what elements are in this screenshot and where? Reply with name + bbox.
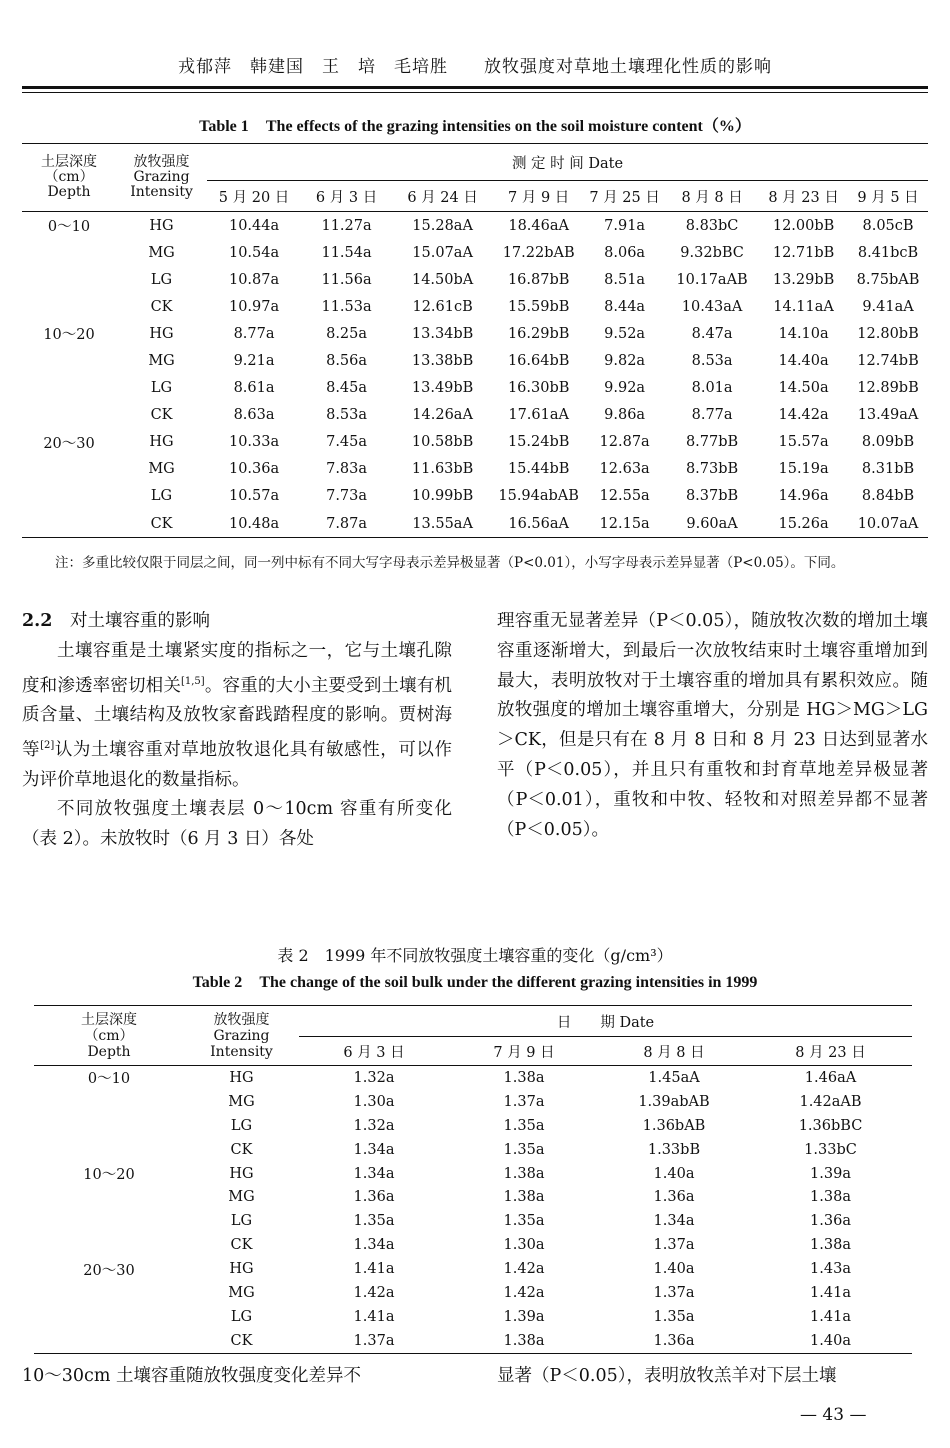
grazing-cell: HG xyxy=(149,434,174,451)
depth-cell xyxy=(22,375,116,402)
value-cell: 12.71bB xyxy=(772,244,835,261)
depth-cell xyxy=(22,239,116,266)
table-row xyxy=(34,1066,912,1090)
value-cell: 8.75bAB xyxy=(856,271,920,288)
table-row xyxy=(22,212,928,240)
header-rule-thin xyxy=(22,92,928,93)
value-cell: 1.41a xyxy=(810,1308,851,1325)
table-row xyxy=(22,510,928,538)
value-cell: 11.54a xyxy=(321,244,372,261)
value-cell: 16.64bB xyxy=(507,353,570,370)
table1-date-header: 7 月 25 日 xyxy=(584,181,665,212)
value-cell: 8.06a xyxy=(604,244,646,261)
value-cell: 1.35a xyxy=(653,1308,695,1325)
value-cell: 17.22bAB xyxy=(502,244,575,261)
value-cell: 1.36bAB xyxy=(642,1117,706,1134)
value-cell: 10.99bB xyxy=(411,488,474,505)
table2-date-header: 7 月 9 日 xyxy=(449,1037,599,1066)
depth-cell xyxy=(34,1138,184,1162)
value-cell: 1.41a xyxy=(353,1261,395,1278)
value-cell: 1.40a xyxy=(653,1165,695,1182)
table-row xyxy=(34,1305,912,1329)
value-cell: 8.63a xyxy=(233,407,275,424)
value-cell: 1.36a xyxy=(653,1332,695,1349)
table-row xyxy=(34,1138,912,1162)
value-cell: 10.36a xyxy=(228,461,280,478)
depth-cell xyxy=(22,347,116,374)
value-cell: 8.77a xyxy=(691,407,733,424)
table1-date-header: 6 月 24 日 xyxy=(392,181,493,212)
table1 xyxy=(22,143,928,538)
section-paragraph-1: 土壤容重是土壤紧实度的指标之一，它与土壤孔隙度和渗透率密切相关[1,5]。容重的大小主要受到土壤有机质含量、土壤结构及放牧家畜践踏程度的影响。贾树海等[2]认为土壤容重对草地放牧退化具有敏感性，可以作为评价草地退化的数量指标。 xyxy=(22,640,453,790)
depth-cell xyxy=(34,1114,184,1138)
value-cell: 12.80bB xyxy=(857,325,919,342)
value-cell: 7.45a xyxy=(326,434,368,451)
depth-cell xyxy=(22,510,116,538)
table2-date-header: 8 月 8 日 xyxy=(599,1037,749,1066)
value-cell: 13.49aA xyxy=(857,407,919,424)
table2 xyxy=(34,1005,912,1354)
value-cell: 1.35a xyxy=(503,1213,545,1230)
grazing-cell: CK xyxy=(230,1141,253,1158)
table1-date-header: 7 月 9 日 xyxy=(493,181,584,212)
value-cell: 16.29bB xyxy=(507,325,570,342)
value-cell: 12.00bB xyxy=(772,217,835,234)
value-cell: 1.34a xyxy=(353,1141,395,1158)
value-cell: 8.41bcB xyxy=(857,244,919,261)
grazing-cell: MG xyxy=(148,353,175,370)
value-cell: 14.11aA xyxy=(773,298,834,315)
table-row xyxy=(22,429,928,456)
table1-header-date-group: 测 定 时 间 Date xyxy=(207,144,928,181)
table1-caption xyxy=(0,113,950,136)
depth-cell xyxy=(22,266,116,293)
value-cell: 17.61aA xyxy=(508,407,569,424)
value-cell: 11.27a xyxy=(321,217,372,234)
value-cell: 13.55aA xyxy=(412,515,473,532)
depth-cell xyxy=(34,1209,184,1233)
depth-cell xyxy=(34,1090,184,1114)
value-cell: 15.26a xyxy=(778,515,829,532)
value-cell: 1.32a xyxy=(353,1117,395,1134)
value-cell: 14.40a xyxy=(778,353,829,370)
value-cell: 1.36bBC xyxy=(798,1117,863,1134)
grazing-cell: CK xyxy=(150,298,173,315)
section-heading: 2.2 对土壤容重的影响 xyxy=(22,611,210,631)
grazing-cell: LG xyxy=(150,488,173,505)
section-left-column xyxy=(22,607,452,855)
running-header: 戎郁萍 韩建国 王 培 毛培胜 放牧强度对草地土壤理化性质的影响 xyxy=(178,57,772,77)
value-cell: 12.15a xyxy=(599,515,650,532)
table2-header-date-group: 日 期 Date xyxy=(299,1006,912,1037)
table-row xyxy=(34,1209,912,1233)
value-cell: 8.61a xyxy=(233,380,275,397)
value-cell: 1.36a xyxy=(353,1189,395,1206)
value-cell: 13.34bB xyxy=(411,325,474,342)
grazing-cell: MG xyxy=(148,244,175,261)
table1-date-header: 6 月 3 日 xyxy=(301,181,392,212)
table-row xyxy=(22,402,928,429)
value-cell: 8.44a xyxy=(604,298,646,315)
depth-cell: 20～30 xyxy=(43,435,95,452)
table1-date-header: 8 月 8 日 xyxy=(665,181,759,212)
value-cell: 1.38a xyxy=(503,1165,545,1182)
value-cell: 1.42a xyxy=(503,1284,545,1301)
value-cell: 8.25a xyxy=(326,325,368,342)
value-cell: 7.91a xyxy=(604,217,646,234)
table-row xyxy=(34,1090,912,1114)
depth-cell: 0～10 xyxy=(47,219,91,236)
value-cell: 10.48a xyxy=(228,515,280,532)
value-cell: 16.87bB xyxy=(507,271,570,288)
grazing-cell: LG xyxy=(150,271,173,288)
value-cell: 8.05cB xyxy=(862,217,914,234)
value-cell: 1.38a xyxy=(503,1189,545,1206)
value-cell: 8.37bB xyxy=(685,488,739,505)
section-right-column: 理容重无显著差异（P＜0.05），随放牧次数的增加土壤容重逐渐增大，到最后一次放牧结束时土壤容重增加到最大，表明放牧对于土壤容重的增加具有累积效应。随放牧强度的增加土壤容重增大，分别是 HG＞MG＞LG＞CK，但是只有在 8 月 8 日和 8 月 23 日达到显著水平（P＜0.05），并且只有重牧和封育草地差异极显著（P＜0.01），重牧和中牧、轻牧和对照差异都不显著（P＜0.05）。 xyxy=(497,611,928,840)
value-cell: 7.83a xyxy=(326,461,368,478)
value-cell: 7.87a xyxy=(326,515,368,532)
value-cell: 1.32a xyxy=(353,1069,395,1086)
grazing-cell: CK xyxy=(150,515,173,532)
grazing-cell: CK xyxy=(230,1332,253,1349)
value-cell: 10.58bB xyxy=(411,434,474,451)
value-cell: 9.32bBC xyxy=(680,244,744,261)
depth-cell: 10～20 xyxy=(83,1167,135,1183)
value-cell: 8.09bB xyxy=(861,434,915,451)
value-cell: 14.10a xyxy=(778,325,829,342)
value-cell: 8.73bB xyxy=(685,461,739,478)
table-row xyxy=(22,266,928,293)
value-cell: 1.34a xyxy=(353,1237,395,1254)
grazing-cell: CK xyxy=(150,407,173,424)
table-row xyxy=(34,1185,912,1209)
value-cell: 14.50a xyxy=(778,380,829,397)
depth-cell xyxy=(22,483,116,510)
grazing-cell: CK xyxy=(230,1237,253,1254)
table2-header-depth: 土层深度 （cm） Depth xyxy=(34,1006,184,1066)
grazing-cell: MG xyxy=(148,461,175,478)
value-cell: 15.24bB xyxy=(507,434,570,451)
value-cell: 8.77a xyxy=(233,325,275,342)
table2-header-grazing: 放牧强度 Grazing Intensity xyxy=(184,1006,299,1066)
table-row xyxy=(34,1257,912,1281)
table2-caption-text: The change of the soil bulk under the different grazing intensities in 1999 xyxy=(259,974,758,991)
table-row xyxy=(34,1162,912,1186)
value-cell: 9.21a xyxy=(233,353,275,370)
value-cell: 8.31bB xyxy=(861,461,915,478)
value-cell: 9.82a xyxy=(604,353,646,370)
table-row xyxy=(22,239,928,266)
value-cell: 1.33bB xyxy=(647,1141,701,1158)
depth-cell xyxy=(34,1305,184,1329)
value-cell: 12.74bB xyxy=(857,353,919,370)
table2-caption-label: Table 2 xyxy=(192,974,243,991)
table1-header-depth: 土层深度 （cm） Depth xyxy=(22,144,116,212)
table2-date-header: 6 月 3 日 xyxy=(299,1037,449,1066)
value-cell: 15.59bB xyxy=(507,298,570,315)
depth-cell xyxy=(34,1233,184,1257)
grazing-cell: LG xyxy=(230,1213,253,1230)
depth-cell xyxy=(22,293,116,320)
value-cell: 8.53a xyxy=(691,353,733,370)
value-cell: 12.89bB xyxy=(857,380,919,397)
value-cell: 15.94abAB xyxy=(498,488,579,505)
value-cell: 1.38a xyxy=(810,1189,851,1206)
value-cell: 8.45a xyxy=(326,380,368,397)
value-cell: 8.51a xyxy=(604,271,646,288)
value-cell: 8.77bB xyxy=(685,434,739,451)
value-cell: 1.37a xyxy=(653,1284,695,1301)
value-cell: 9.52a xyxy=(604,325,646,342)
value-cell: 1.36a xyxy=(653,1189,695,1206)
grazing-cell: HG xyxy=(149,325,174,342)
value-cell: 1.37a xyxy=(653,1237,695,1254)
value-cell: 1.35a xyxy=(353,1213,395,1230)
table1-date-header: 8 月 23 日 xyxy=(759,181,848,212)
depth-cell xyxy=(22,456,116,483)
value-cell: 1.45aA xyxy=(648,1069,700,1086)
grazing-cell: MG xyxy=(228,1093,255,1110)
value-cell: 15.07aA xyxy=(412,244,473,261)
grazing-cell: HG xyxy=(229,1261,254,1278)
table-row xyxy=(22,293,928,320)
table2-caption-cn: 表 2 1999 年不同放牧强度土壤容重的变化（g/cm³） xyxy=(277,946,673,965)
value-cell: 8.56a xyxy=(326,353,368,370)
depth-cell xyxy=(34,1329,184,1353)
table1-header-grazing: 放牧强度 Grazing Intensity xyxy=(116,144,207,212)
value-cell: 11.53a xyxy=(321,298,372,315)
table1-date-header: 9 月 5 日 xyxy=(848,181,928,212)
value-cell: 15.57a xyxy=(778,434,829,451)
value-cell: 10.87a xyxy=(228,271,280,288)
table-row xyxy=(34,1233,912,1257)
value-cell: 8.01a xyxy=(691,380,733,397)
grazing-cell: MG xyxy=(228,1189,255,1206)
depth-cell: 0～10 xyxy=(87,1071,131,1088)
value-cell: 8.47a xyxy=(691,325,733,342)
value-cell: 8.83bC xyxy=(685,217,739,234)
value-cell: 13.49bB xyxy=(411,380,474,397)
table-row xyxy=(22,375,928,402)
value-cell: 13.29bB xyxy=(772,271,835,288)
value-cell: 13.38bB xyxy=(411,353,474,370)
value-cell: 1.35a xyxy=(503,1117,545,1134)
value-cell: 1.39abAB xyxy=(638,1093,710,1110)
table1-caption-label: Table 1 xyxy=(199,118,249,135)
value-cell: 10.07aA xyxy=(857,515,919,532)
value-cell: 9.41aA xyxy=(862,298,914,315)
table-row xyxy=(22,320,928,347)
table-row xyxy=(22,483,928,510)
table1-date-header: 5 月 20 日 xyxy=(207,181,301,212)
value-cell: 9.92a xyxy=(604,380,646,397)
value-cell: 15.28aA xyxy=(412,217,473,234)
value-cell: 16.56aA xyxy=(508,515,569,532)
bottom-right-text: 显著（P＜0.05），表明放牧羔羊对下层土壤 xyxy=(497,1366,837,1386)
value-cell: 1.37a xyxy=(353,1332,395,1349)
section-paragraph-2: 不同放牧强度土壤表层 0～10cm 容重有所变化（表 2）。未放牧时（6 月 3 日）各处 xyxy=(22,799,452,850)
table1-caption-text: The effects of the grazing intensities on the soil moisture content（%） xyxy=(265,118,751,135)
value-cell: 1.42a xyxy=(353,1284,395,1301)
page-number: — 43 — xyxy=(800,1405,867,1425)
bottom-left-text: 10～30cm 土壤容重随放牧强度变化差异不 xyxy=(22,1366,361,1386)
value-cell: 12.61cB xyxy=(412,298,473,315)
depth-cell xyxy=(34,1185,184,1209)
table2-date-header: 8 月 23 日 xyxy=(749,1037,912,1066)
value-cell: 16.30bB xyxy=(507,380,570,397)
value-cell: 1.30a xyxy=(353,1093,395,1110)
value-cell: 10.57a xyxy=(228,488,280,505)
table2-caption xyxy=(0,972,950,992)
grazing-cell: MG xyxy=(228,1284,255,1301)
grazing-cell: LG xyxy=(230,1117,253,1134)
value-cell: 8.53a xyxy=(326,407,368,424)
value-cell: 1.38a xyxy=(503,1332,545,1349)
value-cell: 7.73a xyxy=(326,488,368,505)
value-cell: 1.40a xyxy=(810,1332,851,1349)
value-cell: 1.42aAB xyxy=(799,1093,862,1110)
value-cell: 18.46aA xyxy=(508,217,569,234)
value-cell: 1.39a xyxy=(810,1165,851,1182)
value-cell: 9.86a xyxy=(604,407,646,424)
value-cell: 10.17aAB xyxy=(676,271,748,288)
value-cell: 1.30a xyxy=(503,1237,545,1254)
value-cell: 1.39a xyxy=(503,1308,545,1325)
depth-cell xyxy=(34,1281,184,1305)
depth-cell xyxy=(22,402,116,429)
value-cell: 10.33a xyxy=(228,434,280,451)
value-cell: 1.38a xyxy=(810,1237,851,1254)
value-cell: 12.87a xyxy=(599,434,650,451)
value-cell: 1.33bC xyxy=(804,1141,857,1158)
value-cell: 1.38a xyxy=(503,1069,545,1086)
table-row xyxy=(22,456,928,483)
value-cell: 1.36a xyxy=(810,1213,851,1230)
value-cell: 10.97a xyxy=(228,298,280,315)
value-cell: 1.41a xyxy=(353,1308,395,1325)
value-cell: 1.40a xyxy=(653,1261,695,1278)
value-cell: 12.55a xyxy=(599,488,650,505)
table-row xyxy=(34,1114,912,1138)
value-cell: 15.19a xyxy=(778,461,829,478)
value-cell: 10.44a xyxy=(228,217,280,234)
value-cell: 9.60aA xyxy=(686,515,738,532)
value-cell: 14.42a xyxy=(778,407,829,424)
header-rule-thick xyxy=(22,86,928,89)
value-cell: 11.56a xyxy=(321,271,372,288)
value-cell: 8.84bB xyxy=(861,488,915,505)
grazing-cell: HG xyxy=(149,217,174,234)
value-cell: 1.46aA xyxy=(804,1069,857,1086)
value-cell: 14.50bA xyxy=(411,271,474,288)
value-cell: 1.41a xyxy=(810,1284,851,1301)
value-cell: 1.42a xyxy=(503,1261,545,1278)
value-cell: 12.63a xyxy=(599,461,650,478)
value-cell: 1.34a xyxy=(353,1165,395,1182)
table-row xyxy=(34,1329,912,1353)
grazing-cell: LG xyxy=(150,380,173,397)
value-cell: 1.37a xyxy=(503,1093,545,1110)
grazing-cell: HG xyxy=(229,1165,254,1182)
value-cell: 10.54a xyxy=(228,244,280,261)
depth-cell: 20～30 xyxy=(83,1262,135,1279)
grazing-cell: HG xyxy=(229,1069,254,1086)
value-cell: 14.26aA xyxy=(412,407,473,424)
table1-note: 注：多重比较仅限于同层之间，同一列中标有不同大写字母表示差异极显著（P<0.01），小写字母表示差异显著（P<0.05）。下同。 xyxy=(55,555,845,571)
table-row xyxy=(22,347,928,374)
value-cell: 1.43a xyxy=(810,1261,851,1278)
value-cell: 15.44bB xyxy=(507,461,570,478)
table-row xyxy=(34,1281,912,1305)
value-cell: 1.34a xyxy=(653,1213,695,1230)
value-cell: 14.96a xyxy=(778,488,829,505)
value-cell: 1.35a xyxy=(503,1141,545,1158)
value-cell: 10.43aA xyxy=(681,298,743,315)
depth-cell: 10～20 xyxy=(43,327,95,344)
grazing-cell: LG xyxy=(230,1308,253,1325)
value-cell: 11.63bB xyxy=(411,461,474,478)
